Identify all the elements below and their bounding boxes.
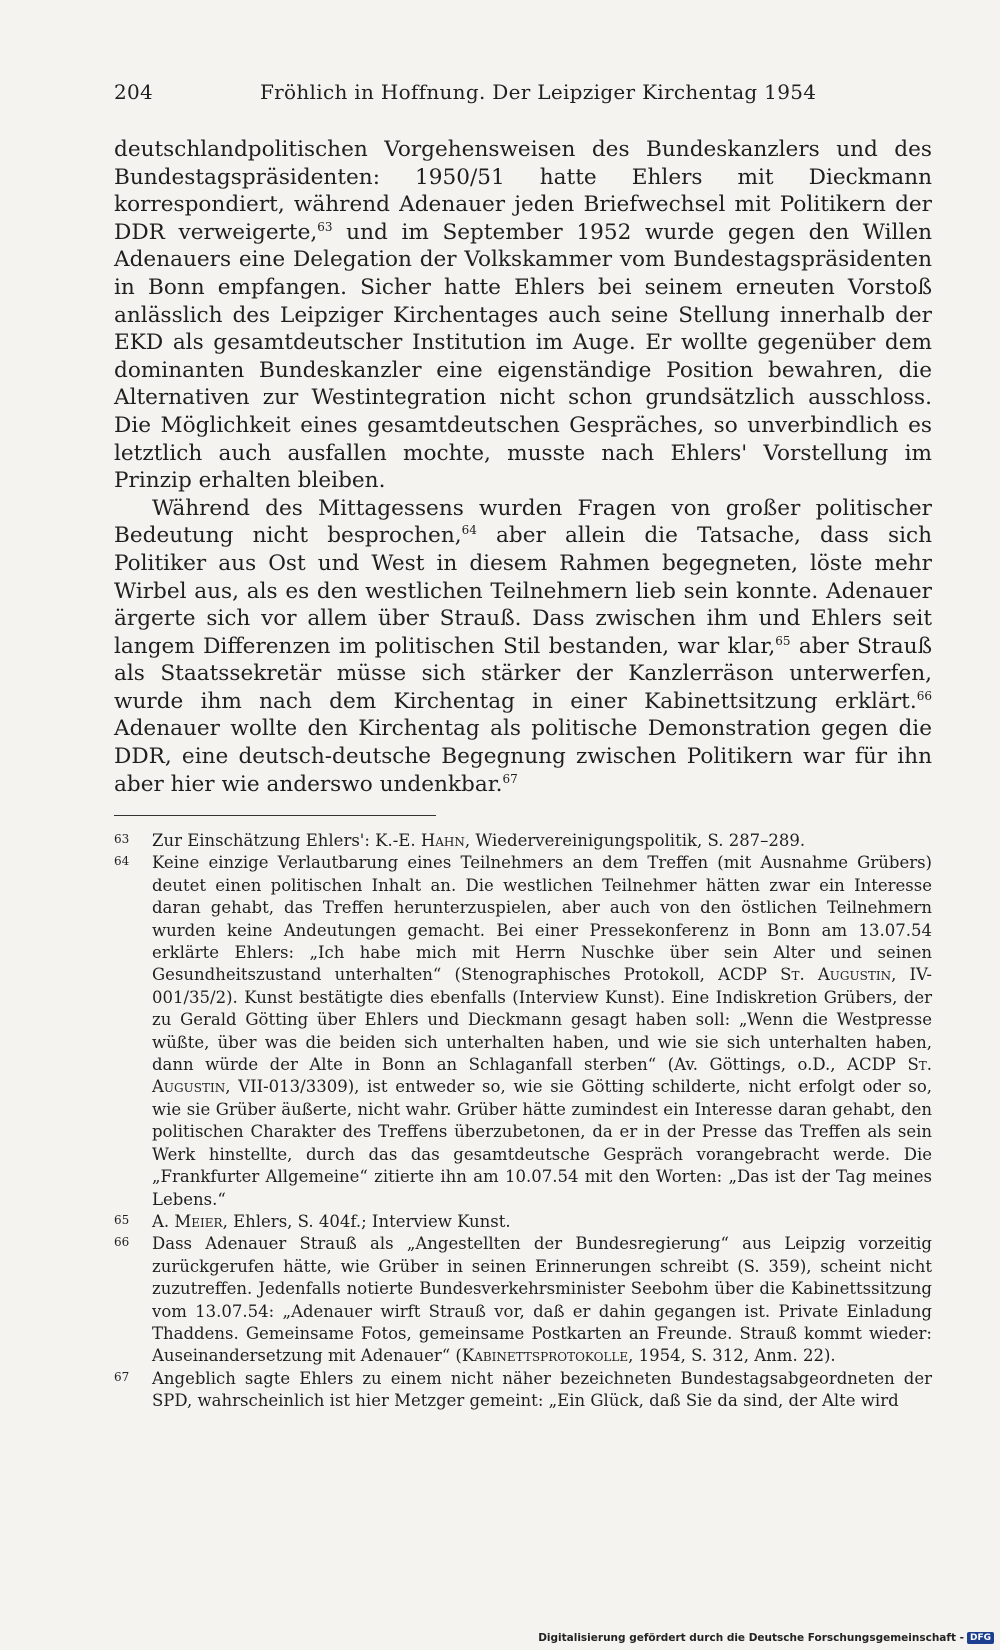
footnote-divider <box>114 815 436 816</box>
footnote-ref-64[interactable]: 64 <box>461 523 477 538</box>
footnotes <box>114 830 932 1413</box>
footnote-ref-65[interactable]: 65 <box>775 633 791 648</box>
footnote-ref-66[interactable]: 66 <box>916 688 932 703</box>
footnote-number: 64 <box>114 854 130 869</box>
dfg-logo: DFG <box>967 1632 994 1644</box>
footnote-64: 64 Keine einzige Verlautbarung eines Teilnehmers an dem Treffen (mit Ausnahme Grübers) deutet einen politischen Inhalt an. Die westlichen Teilnehmer hätten zwar ein Interesse daran gehabt, das Treffen herunterzuspielen, aber auch von den östlichen Teilnehmern wurden keine Andeutungen gemacht. Bei einer Pressekonferenz in Bonn am 13.07.54 erklärte Ehlers: „Ich habe mich mit Herrn Nuschke über sein Alter und seinen Gesundheitszustand unterhalten“ (Stenographisches Protokoll, ACDP St. Augustin, IV-001/35/2). Kunst bestätigte dies ebenfalls (Interview Kunst). Eine Indiskretion Grübers, der zu Gerald Götting über Ehlers und Dieckmann gesagt haben soll: „Wenn die Westpresse wüßte, über was die beiden sich unterhalten haben, und wie sie sich unterhalten haben, dann würde der Alte in Bonn an Schlaganfall sterben“ (Av. Göttings, o.D., ACDP St. Augustin, VII-013/3309), ist entweder so, wie sie Götting schilderte, nicht erfolgt oder so, wie sie Grüber äußerte, nicht wahr. Grüber hätte zumindest ein Interesse daran gehabt, den politischen Charakter des Treffens überzubetonen, da er in der Presse das Treffen als sein Werk hinstellte, durch das das gesamtdeutsche Gespräch vorangebracht werde. Die „Frankfurter Allgemeine“ zitierte ihn am 10.07.54 mit den Worten: „Das ist der Tag meines Lebens.“ <box>114 852 932 1211</box>
footnote-65: 65 A. Meier, Ehlers, S. 404f.; Interview Kunst. <box>114 1211 932 1233</box>
footnote-ref-67[interactable]: 67 <box>502 771 518 786</box>
footnote-number: 65 <box>114 1212 130 1227</box>
paragraph-2: Während des Mittagessens wurden Fragen von großer politischer Bedeutung nicht besprochen,$^{64}$ aber allein die Tatsache, dass sich Politiker aus Ost und West in diesem Rahmen begegneten, löste mehr Wirbel aus, als es den westlichen Teilnehmern lieb sein konnte. Adenauer ärgerte sich vor allem über Strauß. Dass zwischen ihm und Ehlers seit langem Differenzen im politischen Stil bestanden, war klar,$^{65}$ aber Strauß als Staatssekretär müsse sich stärker der Kanzlerräson unterwerfen, wurde ihm nach dem Kirchentag in einer Kabinettsitzung erklärt.$^{66}$ Adenauer wollte den Kirchentag als politische Demonstration gegen die DDR, eine deutsch-deutsche Begegnung zwischen Politikern war für ihn aber hier wie anderswo undenkbar.$^{67}$ <box>114 495 932 797</box>
footnote-number: 67 <box>114 1369 130 1384</box>
credit-text: Digitalisierung gefördert durch die Deutsche Forschungsgemeinschaft - <box>538 1632 964 1644</box>
page-number: 204 <box>114 80 154 104</box>
paragraph-1: deutschlandpolitischen Vorgehensweisen des Bundeskanzlers und des Bundestagspräsidenten: 1950/51 hatte Ehlers mit Dieckmann korrespondiert, während Adenauer jeden Briefwechsel mit Politikern der DDR verweigerte,$^{63}$ und im September 1952 wurde gegen den Willen Adenauers eine Delegation der Volkskammer vom Bundestagspräsidenten in Bonn empfangen. Sicher hatte Ehlers bei seinem erneuten Vorstoß anlässlich des Leipziger Kirchentages auch seine Stellung innerhalb der EKD als gesamtdeutscher Institution im Auge. Er wollte gegenüber dem dominanten Bundeskanzler eine eigenständige Position bewahren, die Alternativen zur Westintegration nicht schon grundsätzlich ausschloss. Die Möglichkeit eines gesamtdeutschen Gespräches, so unverbindlich es letztlich auch ausfallen mochte, musste nach Ehlers' Vorstellung im Prinzip erhalten bleiben. <box>114 137 933 494</box>
main-text <box>114 136 932 798</box>
footnote-number: 66 <box>114 1235 130 1250</box>
dfg-credit <box>538 1632 994 1644</box>
footnote-67: 67 Angeblich sagte Ehlers zu einem nicht näher bezeichneten Bundestagsabgeordneten der SPD, wahrscheinlich ist hier Metzger gemeint: „Ein Glück, daß Sie da sind, der Alte wird <box>114 1368 932 1413</box>
footnote-66: 66 Dass Adenauer Strauß als „Angestellten der Bundesregierung“ aus Leipzig vorzeitig zurückgerufen hätte, wie Grüber in seinen Erinnerungen schreibt (S. 359), scheint nicht zuzutreffen. Jedenfalls notierte Bundesverkehrsminister Seebohm über die Kabinettssitzung vom 13.07.54: „Adenauer wirft Strauß vor, daß er dahin gegangen ist. Private Einladung Thaddens. Gemeinsame Fotos, gemeinsame Postkarten an Freunde. Strauß kommt wieder: Auseinandersetzung mit Adenauer“ (Kabinettsprotokolle, 1954, S. 312, Anm. 22). <box>114 1233 932 1367</box>
footnote-ref-63[interactable]: 63 <box>317 219 333 234</box>
footnote-number: 63 <box>114 832 130 846</box>
footnote-63: 63 Zur Einschätzung Ehlers': K.-E. Hahn, Wiedervereinigungspolitik, S. 287–289. <box>114 830 932 852</box>
running-title: Fröhlich in Hoffnung. Der Leipziger Kirchentag 1954 <box>260 80 817 104</box>
